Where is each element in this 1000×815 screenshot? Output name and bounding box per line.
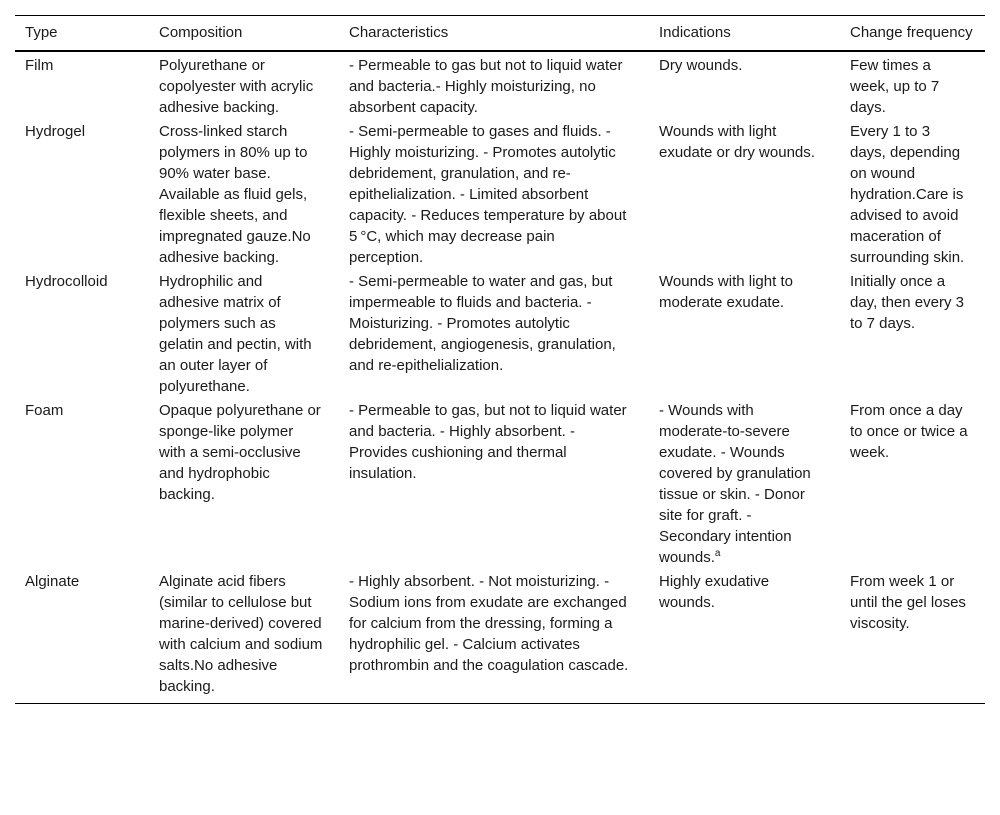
cell-change-frequency: Initially once a day, then every 3 to 7 days.	[850, 273, 964, 332]
cell-indications: Dry wounds.	[659, 57, 743, 74]
table-body	[15, 51, 985, 704]
cell-indications: Wounds with light exudate or dry wounds.	[659, 123, 815, 161]
header-composition: Composition	[159, 24, 243, 41]
cell-type: Hydrocolloid	[25, 273, 108, 290]
table-row	[15, 51, 985, 119]
indications-text: - Wounds with moderate-to-severe exudate. - Wounds covered by granulation tissue or skin. - Donor site for graft. - Secondary intention wounds.	[659, 402, 811, 566]
cell-characteristics: - Permeable to gas, but not to liquid water and bacteria. - Highly absorbent. - Provides cushioning and thermal insulation.	[349, 402, 627, 482]
cell-indications: Wounds with light to moderate exudate.	[659, 273, 793, 311]
cell-characteristics: - Semi-permeable to gases and fluids. - Highly moisturizing. - Promotes autolytic debridement, granulation, and re-epithelialization. - Limited absorbent capacity. - Reduces temperature by about 5 °C, which may decrease pain perception.	[349, 123, 627, 266]
header-row	[15, 16, 985, 52]
header-change-frequency: Change frequency	[850, 24, 973, 41]
cell-composition: Alginate acid fibers (similar to cellulose but marine-derived) covered with calcium and sodium salts.No adhesive backing.	[159, 573, 323, 695]
cell-characteristics: - Permeable to gas but not to liquid water and bacteria.- Highly moisturizing, no absorbent capacity.	[349, 57, 623, 116]
cell-type: Hydrogel	[25, 123, 86, 140]
cell-indications	[649, 398, 840, 569]
cell-change-frequency: Every 1 to 3 days, depending on wound hydration.Care is advised to avoid maceration of surrounding skin.	[850, 123, 965, 266]
table-header	[15, 16, 985, 52]
header-characteristics: Characteristics	[349, 24, 449, 41]
cell-characteristics: - Semi-permeable to water and gas, but impermeable to fluids and bacteria. - Moisturizing. - Promotes autolytic debridement, angiogenesis, granulation, and re-epithelialization.	[349, 273, 616, 374]
header-type: Type	[25, 24, 58, 41]
cell-change-frequency: From week 1 or until the gel loses viscosity.	[850, 573, 966, 632]
cell-type: Film	[25, 57, 54, 74]
cell-change-frequency: From once a day to once or twice a week.	[850, 402, 968, 461]
cell-characteristics: - Highly absorbent. - Not moisturizing. - Sodium ions from exudate are exchanged for calcium from the dressing, forming a hydrophilic gel. - Calcium activates prothrombin and the coagulation cascade.	[349, 573, 629, 674]
cell-composition: Polyurethane or copolyester with acrylic adhesive backing.	[159, 57, 314, 116]
cell-change-frequency: Few times a week, up to 7 days.	[850, 57, 940, 116]
cell-composition: Cross-linked starch polymers in 80% up to 90% water base. Available as fluid gels, flexible sheets, and impregnated gauze.No adhesive backing.	[159, 123, 311, 266]
cell-indications: Highly exudative wounds.	[659, 573, 770, 611]
table-row	[15, 398, 985, 569]
header-indications: Indications	[659, 24, 731, 41]
cell-composition: Hydrophilic and adhesive matrix of polymers such as gelatin and pectin, with an outer layer of polyurethane.	[159, 273, 312, 395]
cell-composition: Opaque polyurethane or sponge-like polymer with a semi-occlusive and hydrophobic backing.	[159, 402, 321, 503]
table-row	[15, 269, 985, 398]
footnote-marker: a	[714, 548, 721, 559]
dressings-table	[15, 15, 985, 704]
cell-type: Foam	[25, 402, 64, 419]
table-row	[15, 119, 985, 269]
cell-type: Alginate	[25, 573, 80, 590]
table-row	[15, 569, 985, 704]
